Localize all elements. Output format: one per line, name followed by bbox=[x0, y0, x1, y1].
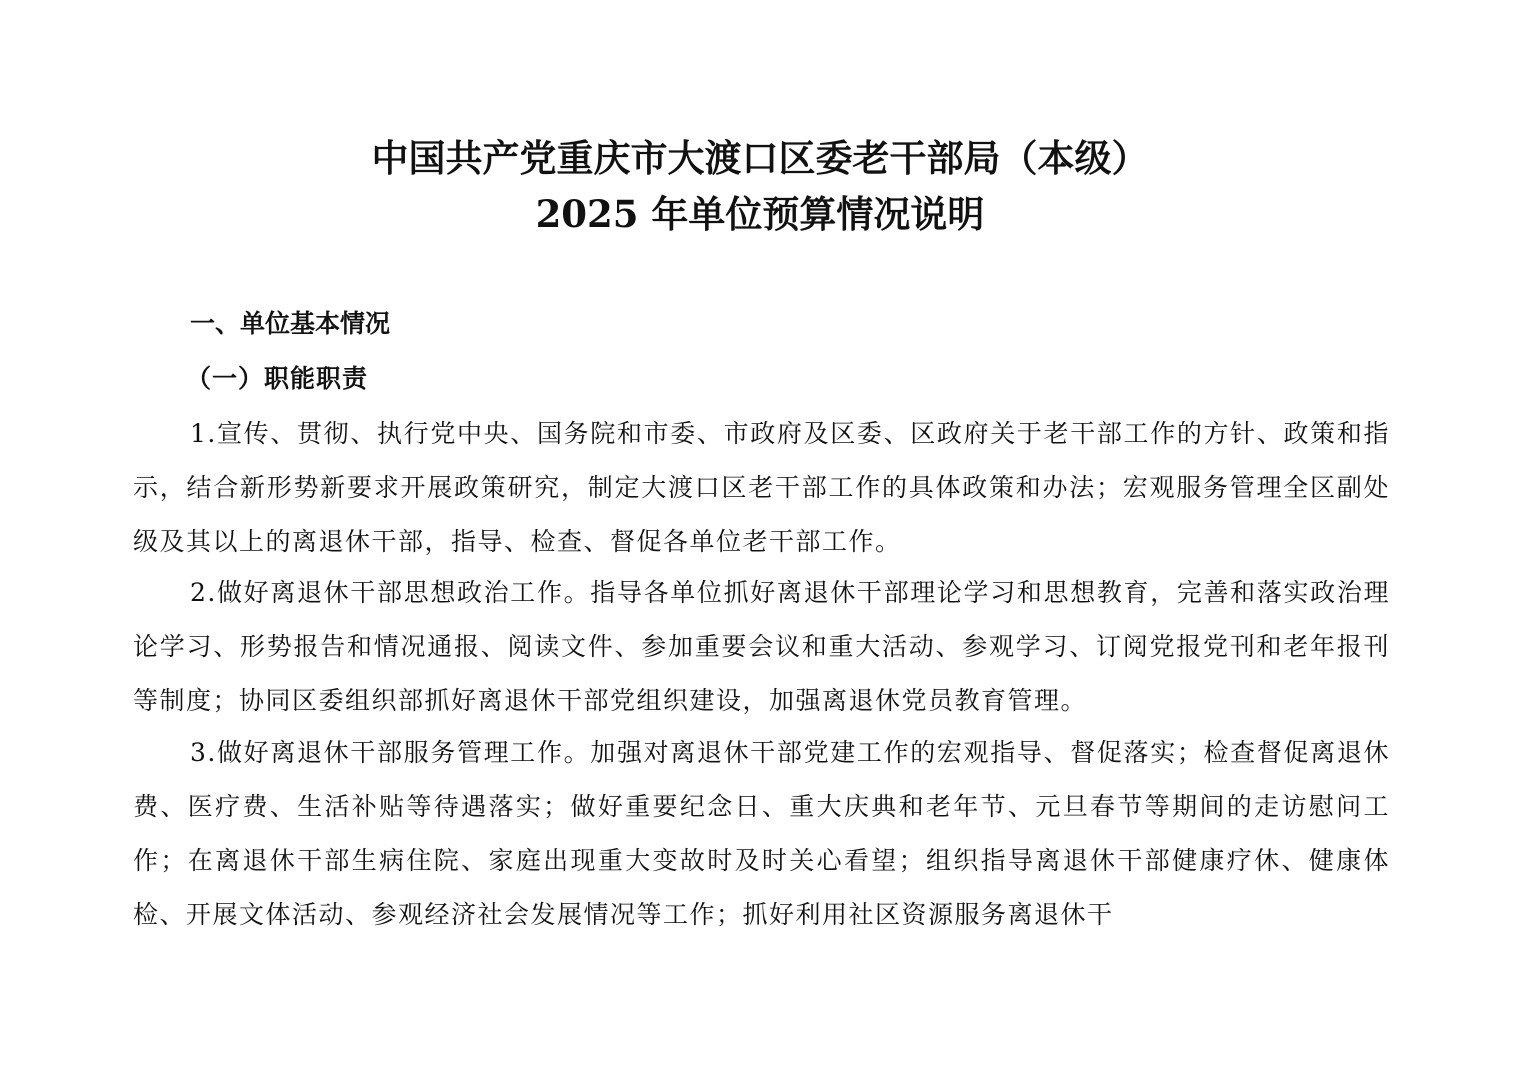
document-title-line-1: 中国共产党重庆市大渡口区委老干部局（本级） bbox=[371, 136, 1149, 180]
subsection-heading: （一）职能职责 bbox=[186, 364, 369, 393]
document-title-line-2: 2025 年单位预算情况说明 bbox=[535, 192, 985, 236]
paragraph-2: 2.做好离退休干部思想政治工作。指导各单位抓好离退休干部理论学习和思想教育，完善和落实政治理论学习、形势报告和情况通报、阅读文件、参加重要会议和重大活动、参观学习、订阅党报党刊和老年报刊等制度；协同区委组织部抓好离退休干部党组织建设，加强离退休党员教育管理。 bbox=[133, 578, 1390, 715]
paragraph-3: 3.做好离退休干部服务管理工作。加强对离退休干部党建工作的宏观指导、督促落实；检查督促离退休费、医疗费、生活补贴等待遇落实；做好重要纪念日、重大庆典和老年节、元旦春节等期间的走访慰问工作；在离退休干部生病住院、家庭出现重大变故时及时关心看望；组织指导离退休干部健康疗休、健康体检、开展文体活动、参观经济社会发展情况等工作；抓好利用社区资源服务离退休干 bbox=[133, 738, 1390, 929]
section-heading: 一、单位基本情况 bbox=[190, 309, 391, 338]
paragraph-1: 1.宣传、贯彻、执行党中央、国务院和市委、市政府及区委、区政府关于老干部工作的方针、政策和指示，结合新形势新要求开展政策研究，制定大渡口区老干部工作的具体政策和办法；宏观服务管理全区副处级及其以上的离退休干部，指导、检查、督促各单位老干部工作。 bbox=[133, 419, 1390, 556]
